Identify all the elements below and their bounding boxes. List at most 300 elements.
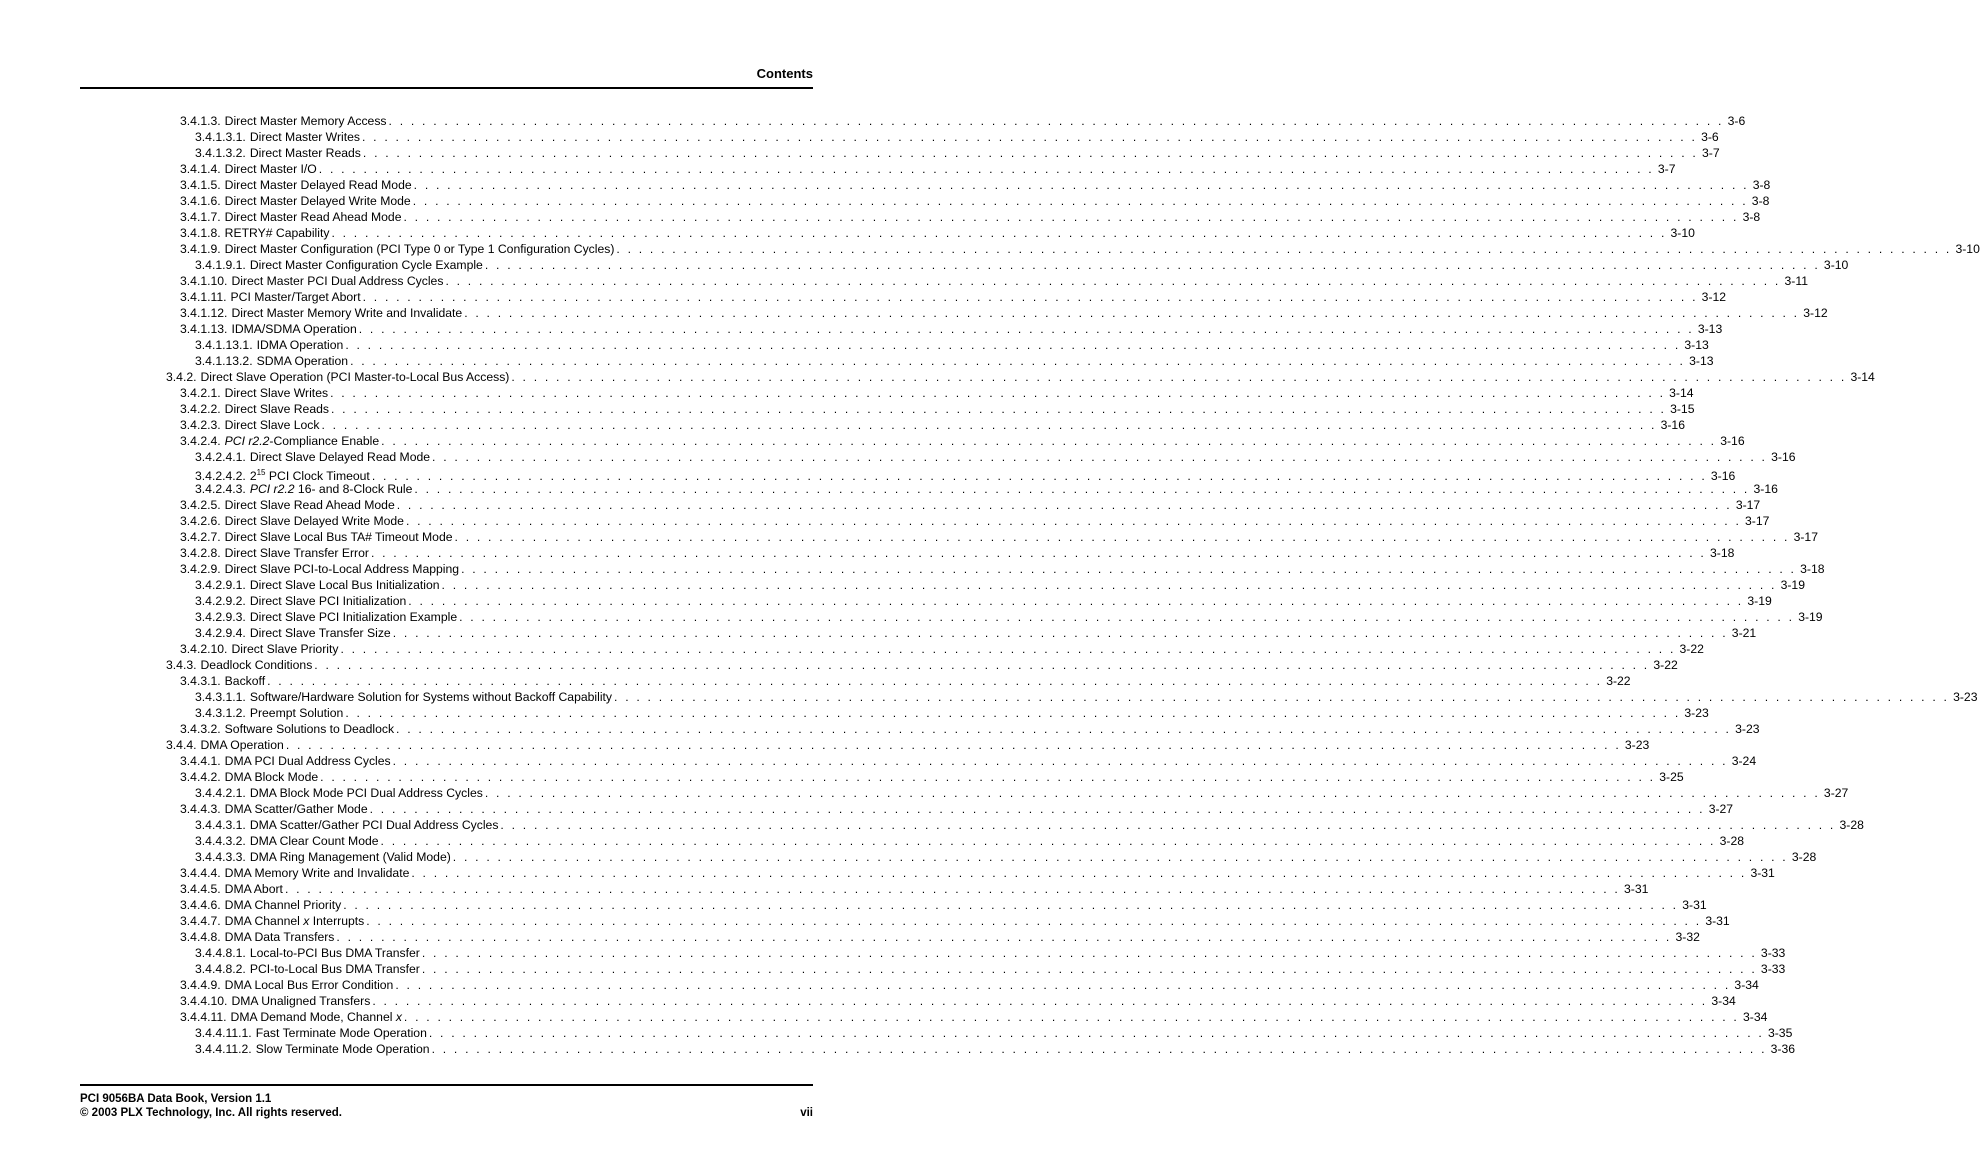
toc-entry-number: 3.4.4.10. xyxy=(180,994,228,1008)
toc-entry-leader-dots: . . . . . . . . . . . . . . . . . . . . . . . . . . . . . . . . . . . . . . . . . . . . . . . . . . . . . . . . . . . . . . . . . . . . . . . . . . . . . . . . . . . . . . . . . . . . . . . . . . . . . . . . . . . . . . . . . . . . . . . . xyxy=(358,322,1694,336)
toc-entry-title xyxy=(250,625,391,641)
toc-entry-title-text: DMA Channel Priority xyxy=(224,898,342,912)
toc-entry-title xyxy=(225,385,328,401)
toc-entry[interactable] xyxy=(180,417,1685,433)
toc-entry-title-italic: PCI r2.2 xyxy=(249,482,295,496)
toc-entry[interactable] xyxy=(180,721,1760,737)
toc-entry[interactable] xyxy=(180,545,1735,561)
toc-entry-page: 3-16 xyxy=(1660,418,1685,432)
toc-entry[interactable] xyxy=(195,1041,1796,1057)
toc-entry[interactable] xyxy=(195,705,1709,721)
toc-entry-leader-dots: . . . . . . . . . . . . . . . . . . . . . . . . . . . . . . . . . . . . . . . . . . . . . . . . . . . . . . . . . . . . . . . . . . . . . . . . . . . . . . . . . . . . . . . . . . . . . . . . . . . . . . . . . . . . . . . . . . . . . . . . xyxy=(441,578,1777,592)
toc-entry[interactable] xyxy=(195,945,1786,961)
toc-entry-page: 3-31 xyxy=(1682,898,1707,912)
toc-entry-number: 3.4.1.10. xyxy=(180,274,228,288)
toc-entry-title-text: Direct Slave Transfer Error xyxy=(224,546,369,560)
toc-entry-title xyxy=(225,513,404,529)
toc-entry[interactable] xyxy=(195,961,1786,977)
toc-entry-title xyxy=(231,321,356,337)
toc-entry-leader-dots: . . . . . . . . . . . . . . . . . . . . . . . . . . . . . . . . . . . . . . . . . . . . . . . . . . . . . . . . . . . . . . . . . . . . . . . . . . . . . . . . . . . . . . . . . . . . . . . . . . . . . . . . . . . . . . . . . . . . . . . . xyxy=(616,242,1952,256)
toc-entry-title xyxy=(250,817,499,833)
footer-page-number: vii xyxy=(800,1107,813,1119)
toc-entry-title xyxy=(225,161,317,177)
toc-entry[interactable] xyxy=(180,769,1684,785)
toc-entry-leader-dots: . . . . . . . . . . . . . . . . . . . . . . . . . . . . . . . . . . . . . . . . . . . . . . . . . . . . . . . . . . . . . . . . . . . . . . . . . . . . . . . . . . . . . . . . . . . . . . . . . . . . . . . . . . . . . . . . . . . . . . . . xyxy=(428,1026,1764,1040)
toc-entry-title xyxy=(201,369,510,385)
toc-entry[interactable] xyxy=(166,657,1678,673)
toc-entry-page: 3-10 xyxy=(1955,242,1980,256)
toc-entry[interactable] xyxy=(180,753,1757,769)
toc-entry-page: 3-28 xyxy=(1839,818,1864,832)
toc-entry[interactable] xyxy=(180,113,1746,129)
toc-entry-number: 3.4.1.13. xyxy=(180,322,228,336)
toc-entry-leader-dots: . . . . . . . . . . . . . . . . . . . . . . . . . . . . . . . . . . . . . . . . . . . . . . . . . . . . . . . . . . . . . . . . . . . . . . . . . . . . . . . . . . . . . . . . . . . . . . . . . . . . . . . . . . . . . . . . . . . . . . . . xyxy=(432,450,1768,464)
toc-entry[interactable] xyxy=(180,801,1734,817)
toc-entry-leader-dots: . . . . . . . . . . . . . . . . . . . . . . . . . . . . . . . . . . . . . . . . . . . . . . . . . . . . . . . . . . . . . . . . . . . . . . . . . . . . . . . . . . . . . . . . . . . . . . . . . . . . . . . . . . . . . . . . . . . . . . . . xyxy=(350,354,1686,368)
toc-entry-number: 3.4.4.11.1. xyxy=(195,1026,252,1040)
toc-entry[interactable] xyxy=(195,465,1736,484)
toc-entry-title-text: Backoff xyxy=(224,674,266,688)
toc-entry[interactable] xyxy=(180,897,1707,913)
toc-entry-title xyxy=(250,257,483,273)
toc-entry-page: 3-14 xyxy=(1850,370,1875,384)
toc-entry-number: 3.4.4.7. xyxy=(180,914,221,928)
toc-entry-title xyxy=(231,641,338,657)
toc-entry-leader-dots: . . . . . . . . . . . . . . . . . . . . . . . . . . . . . . . . . . . . . . . . . . . . . . . . . . . . . . . . . . . . . . . . . . . . . . . . . . . . . . . . . . . . . . . . . . . . . . . . . . . . . . . . . . . . . . . . . . . . . . . . xyxy=(372,994,1708,1008)
toc-entry-title xyxy=(225,801,368,817)
toc-entry-title-text: Direct Master I/O xyxy=(224,162,317,176)
toc-entry-title-text: DMA Unaligned Transfers xyxy=(231,994,371,1008)
toc-entry-title-text: DMA Memory Write and Invalidate xyxy=(224,866,410,880)
toc-entry-title xyxy=(225,881,283,897)
toc-entry-title-text: Direct Slave Transfer Size xyxy=(249,626,391,640)
toc-entry-leader-dots: . . . . . . . . . . . . . . . . . . . . . . . . . . . . . . . . . . . . . . . . . . . . . . . . . . . . . . . . . . . . . . . . . . . . . . . . . . . . . . . . . . . . . . . . . . . . . . . . . . . . . . . . . . . . . . . . . . . . . . . . xyxy=(343,898,1679,912)
toc-entry[interactable] xyxy=(180,881,1649,897)
toc-entry-number: 3.4.4.11. xyxy=(180,1010,227,1024)
toc-entry-page: 3-8 xyxy=(1752,178,1771,192)
toc-entry[interactable] xyxy=(166,737,1650,753)
toc-entry-title xyxy=(225,929,335,945)
toc-entry[interactable] xyxy=(180,1009,1768,1025)
toc-entry-page: 3-17 xyxy=(1745,514,1770,528)
toc-entry-title-text: RETRY# Capability xyxy=(224,226,330,240)
toc-entry-title xyxy=(250,833,379,849)
toc-entry-title-text: DMA Data Transfers xyxy=(224,930,335,944)
toc-entry[interactable] xyxy=(195,1025,1793,1041)
toc-entry-number: 3.4.4.8.2. xyxy=(195,962,246,976)
toc-entry-title-text: Slow Terminate Mode Operation xyxy=(255,1042,430,1056)
toc-entry-page: 3-15 xyxy=(1670,402,1695,416)
toc-entry-number: 3.4.4.8. xyxy=(180,930,221,944)
toc-entry-page: 3-27 xyxy=(1708,802,1734,816)
toc-entry-number: 3.4.2.7. xyxy=(180,530,221,544)
toc-entry-leader-dots: . . . . . . . . . . . . . . . . . . . . . . . . . . . . . . . . . . . . . . . . . . . . . . . . . . . . . . . . . . . . . . . . . . . . . . . . . . . . . . . . . . . . . . . . . . . . . . . . . . . . . . . . . . . . . . . . . . . . . . . . xyxy=(330,386,1666,400)
toc-entry-page: 3-22 xyxy=(1679,642,1704,656)
toc-entry-page: 3-25 xyxy=(1659,770,1684,784)
toc-entry-leader-dots: . . . . . . . . . . . . . . . . . . . . . . . . . . . . . . . . . . . . . . . . . . . . . . . . . . . . . . . . . . . . . . . . . . . . . . . . . . . . . . . . . . . . . . . . . . . . . . . . . . . . . . . . . . . . . . . . . . . . . . . . xyxy=(340,642,1676,656)
toc-entry-title-text: SDMA Operation xyxy=(256,354,349,368)
toc-entry-page: 3-23 xyxy=(1684,706,1709,720)
toc-entry-number: 3.4.2.8. xyxy=(180,546,221,560)
toc-entry-leader-dots: . . . . . . . . . . . . . . . . . . . . . . . . . . . . . . . . . . . . . . . . . . . . . . . . . . . . . . . . . . . . . . . . . . . . . . . . . . . . . . . . . . . . . . . . . . . . . . . . . . . . . . . . . . . . . . . . . . . . . . . . xyxy=(403,210,1739,224)
toc-entry-leader-dots: . . . . . . . . . . . . . . . . . . . . . . . . . . . . . . . . . . . . . . . . . . . . . . . . . . . . . . . . . . . . . . . . . . . . . . . . . . . . . . . . . . . . . . . . . . . . . . . . . . . . . . . . . . . . . . . . . . . . . . . . xyxy=(370,546,1707,560)
toc-entry-number: 3.4.4.2. xyxy=(180,770,221,784)
toc-entry-number: 3.4.1.12. xyxy=(180,306,228,320)
toc-entry-title-text: IDMA Operation xyxy=(256,338,344,352)
toc-entry-title xyxy=(256,1025,427,1041)
toc-entry-page: 3-13 xyxy=(1689,354,1714,368)
toc-entry[interactable] xyxy=(166,369,1875,385)
toc-entry[interactable] xyxy=(195,689,1978,705)
toc-entry[interactable] xyxy=(180,433,1745,449)
toc-entry-title xyxy=(250,481,413,497)
toc-entry-title xyxy=(225,673,265,689)
toc-entry-leader-dots: . . . . . . . . . . . . . . . . . . . . . . . . . . . . . . . . . . . . . . . . . . . . . . . . . . . . . . . . . . . . . . . . . . . . . . . . . . . . . . . . . . . . . . . . . . . . . . . . . . . . . . . . . . . . . . . . . . . . . . . . xyxy=(336,930,1672,944)
toc-entry-number: 3.4.4.9. xyxy=(180,978,221,992)
toc-entry-title-text: IDMA/SDMA Operation xyxy=(231,322,357,336)
toc-entry-leader-dots: . . . . . . . . . . . . . . . . . . . . . . . . . . . . . . . . . . . . . . . . . . . . . . . . . . . . . . . . . . . . . . . . . . . . . . . . . . . . . . . . . . . . . . . . . . . . . . . . . . . . . . . . . . . . . . . . . . . . . . . . xyxy=(320,770,1656,784)
toc-entry-number: 3.4.2.4.3. xyxy=(195,482,246,496)
toc-entry-leader-dots: . . . . . . . . . . . . . . . . . . . . . . . . . . . . . . . . . . . . . . . . . . . . . . . . . . . . . . . . . . . . . . . . . . . . . . . . . . . . . . . . . . . . . . . . . . . . . . . . . . . . . . . . . . . . . . . . . . . . . . . . xyxy=(284,882,1621,896)
toc-entry-title-text: Direct Master Delayed Read Mode xyxy=(224,178,412,192)
toc-entry-title-base: 2 xyxy=(249,469,257,484)
toc-entry-number: 3.4.2.4.2. xyxy=(195,469,246,484)
toc-entry-page: 3-33 xyxy=(1760,946,1786,960)
toc-entry-title xyxy=(231,273,443,289)
toc-entry-title xyxy=(256,1041,430,1057)
toc-entry-number: 3.4.3.1.1. xyxy=(195,690,246,704)
toc-entry-title-text: Direct Slave Local Bus TA# Timeout Mode xyxy=(224,530,453,544)
footer-copyright: © 2003 PLX Technology, Inc. All rights reserved. xyxy=(80,1107,342,1119)
toc-entry-page: 3-12 xyxy=(1701,290,1727,304)
toc-entry-page: 3-18 xyxy=(1710,546,1735,560)
toc-entry-leader-dots: . . . . . . . . . . . . . . . . . . . . . . . . . . . . . . . . . . . . . . . . . . . . . . . . . . . . . . . . . . . . . . . . . . . . . . . . . . . . . . . . . . . . . . . . . . . . . . . . . . . . . . . . . . . . . . . . . . . . . . . . xyxy=(431,1042,1767,1056)
toc-entry-title xyxy=(225,497,395,513)
toc-entry-title xyxy=(201,737,284,753)
page-header-title: Contents xyxy=(756,66,813,81)
toc-entry-number: 3.4.1.4. xyxy=(180,162,221,176)
toc-entry[interactable] xyxy=(180,497,1761,513)
toc-entry-title-text: PCI Clock Timeout xyxy=(265,469,370,484)
toc-entry-title-text: DMA Block Mode PCI Dual Address Cycles xyxy=(249,786,483,800)
toc-entry-title-text: DMA PCI Dual Address Cycles xyxy=(224,754,391,768)
toc-entry-title xyxy=(225,721,394,737)
toc-entry[interactable] xyxy=(180,385,1694,401)
toc-entry-title-text: Interrupts xyxy=(309,914,365,928)
toc-entry-number: 3.4.3.1. xyxy=(180,674,221,688)
toc-entry-leader-dots: . . . . . . . . . . . . . . . . . . . . . . . . . . . . . . . . . . . . . . . . . . . . . . . . . . . . . . . . . . . . . . . . . . . . . . . . . . . . . . . . . . . . . . . . . . . . . . . . . . . . . . . . . . . . . . . . . . . . . . . . xyxy=(396,498,1732,512)
toc-entry[interactable] xyxy=(195,449,1796,465)
toc-entry-page: 3-19 xyxy=(1798,610,1823,624)
toc-entry-page: 3-24 xyxy=(1731,754,1757,768)
toc-entry-leader-dots: . . . . . . . . . . . . . . . . . . . . . . . . . . . . . . . . . . . . . . . . . . . . . . . . . . . . . . . . . . . . . . . . . . . . . . . . . . . . . . . . . . . . . . . . . . . . . . . . . . . . . . . . . . . . . . . . . . . . . . . . xyxy=(484,786,1820,800)
toc-entry[interactable] xyxy=(180,321,1723,337)
toc-entry[interactable] xyxy=(180,673,1631,689)
toc-entry[interactable] xyxy=(180,193,1770,209)
toc-entry-title xyxy=(225,561,459,577)
toc-entry[interactable] xyxy=(195,625,1757,641)
toc-entry-page: 3-6 xyxy=(1727,114,1746,128)
toc-entry-title-text: 16- and 8-Clock Rule xyxy=(294,482,413,496)
toc-entry-number: 3.4.2.6. xyxy=(180,514,221,528)
toc-entry-leader-dots: . . . . . . . . . . . . . . . . . . . . . . . . . . . . . . . . . . . . . . . . . . . . . . . . . . . . . . . . . . . . . . . . . . . . . . . . . . . . . . . . . . . . . . . . . . . . . . . . . . . . . . . . . . . . . . . . . . . . . . . . xyxy=(421,946,1757,960)
toc-entry[interactable] xyxy=(180,209,1761,225)
toc-entry-number: 3.4.1.7. xyxy=(180,210,221,224)
toc-entry-title-text: Direct Master Memory Write and Invalidate xyxy=(231,306,463,320)
toc-entry-title xyxy=(250,689,612,705)
toc-entry-number: 3.4.4.3. xyxy=(180,802,221,816)
toc-entry-leader-dots: . . . . . . . . . . . . . . . . . . . . . . . . . . . . . . . . . . . . . . . . . . . . . . . . . . . . . . . . . . . . . . . . . . . . . . . . . . . . . . . . . . . . . . . . . . . . . . . . . . . . . . . . . . . . . . . . . . . . . . . . xyxy=(405,514,1742,528)
toc-entry[interactable] xyxy=(180,529,1818,545)
toc-entry-page: 3-12 xyxy=(1803,306,1828,320)
toc-entry-leader-dots: . . . . . . . . . . . . . . . . . . . . . . . . . . . . . . . . . . . . . . . . . . . . . . . . . . . . . . . . . . . . . . . . . . . . . . . . . . . . . . . . . . . . . . . . . . . . . . . . . . . . . . . . . . . . . . . . . . . . . . . . xyxy=(614,690,1950,704)
toc-entry-page: 3-22 xyxy=(1653,658,1678,672)
toc-entry-leader-dots: . . . . . . . . . . . . . . . . . . . . . . . . . . . . . . . . . . . . . . . . . . . . . . . . . . . . . . . . . . . . . . . . . . . . . . . . . . . . . . . . . . . . . . . . . . . . . . . . . . . . . . . . . . . . . . . . . . . . . . . . xyxy=(396,722,1732,736)
footer-rule xyxy=(80,1084,813,1086)
toc-entry[interactable] xyxy=(180,865,1775,881)
toc-entry[interactable] xyxy=(180,641,1704,657)
toc-entry-title-text: DMA Clear Count Mode xyxy=(249,834,379,848)
toc-entry[interactable] xyxy=(195,593,1772,609)
toc-entry-leader-dots: . . . . . . . . . . . . . . . . . . . . . . . . . . . . . . . . . . . . . . . . . . . . . . . . . . . . . . . . . . . . . . . . . . . . . . . . . . . . . . . . . . . . . . . . . . . . . . . . . . . . . . . . . . . . . . . . . . . . . . . . xyxy=(452,850,1788,864)
toc-entry-title xyxy=(250,785,483,801)
toc-entry-number: 3.4.1.9.1. xyxy=(195,258,246,272)
toc-entry-title xyxy=(225,177,412,193)
toc-entry-title-text: Direct Master PCI Dual Address Cycles xyxy=(231,274,444,288)
toc-entry-title xyxy=(225,769,318,785)
toc-entry-page: 3-35 xyxy=(1767,1026,1793,1040)
toc-entry-page: 3-23 xyxy=(1624,738,1650,752)
toc-entry-title xyxy=(250,945,420,961)
toc-entry[interactable] xyxy=(195,785,1849,801)
toc-entry-leader-dots: . . . . . . . . . . . . . . . . . . . . . . . . . . . . . . . . . . . . . . . . . . . . . . . . . . . . . . . . . . . . . . . . . . . . . . . . . . . . . . . . . . . . . . . . . . . . . . . . . . . . . . . . . . . . . . . . . . . . . . . . xyxy=(267,674,1603,688)
toc-entry-number: 3.4.2.3. xyxy=(180,418,221,432)
toc-entry-title xyxy=(225,401,329,417)
toc-entry[interactable] xyxy=(180,177,1771,193)
toc-entry-leader-dots: . . . . . . . . . . . . . . . . . . . . . . . . . . . . . . . . . . . . . . . . . . . . . . . . . . . . . . . . . . . . . . . . . . . . . . . . . . . . . . . . . . . . . . . . . . . . . . . . . . . . . . . . . . . . . . . . . . . . . . . . xyxy=(380,834,1716,848)
toc-entry-leader-dots: . . . . . . . . . . . . . . . . . . . . . . . . . . . . . . . . . . . . . . . . . . . . . . . . . . . . . . . . . . . . . . . . . . . . . . . . . . . . . . . . . . . . . . . . . . . . . . . . . . . . . . . . . . . . . . . . . . . . . . . . xyxy=(445,274,1781,288)
toc-entry-number: 3.4.3. xyxy=(166,658,197,672)
toc-entry-title-text: Direct Slave Delayed Write Mode xyxy=(224,514,404,528)
toc-entry-title-text: Direct Slave PCI-to-Local Address Mapping xyxy=(224,562,460,576)
toc-entry-number: 3.4.1.9. xyxy=(180,242,221,256)
toc-entry-number: 3.4.1.5. xyxy=(180,178,221,192)
toc-entry-title-text: DMA Channel xyxy=(224,914,304,928)
footer-book-title: PCI 9056BA Data Book, Version 1.1 xyxy=(80,1093,272,1105)
toc-entry[interactable] xyxy=(180,977,1759,993)
toc-entry-leader-dots: . . . . . . . . . . . . . . . . . . . . . . . . . . . . . . . . . . . . . . . . . . . . . . . . . . . . . . . . . . . . . . . . . . . . . . . . . . . . . . . . . . . . . . . . . . . . . . . . . . . . . . . . . . . . . . . . . . . . . . . . xyxy=(484,258,1820,272)
toc-entry-leader-dots: . . . . . . . . . . . . . . . . . . . . . . . . . . . . . . . . . . . . . . . . . . . . . . . . . . . . . . . . . . . . . . . . . . . . . . . . . . . . . . . . . . . . . . . . . . . . . . . . . . . . . . . . . . . . . . . . . . . . . . . . xyxy=(414,482,1750,496)
toc-entry-title-text: DMA Local Bus Error Condition xyxy=(224,978,394,992)
toc-entry-title xyxy=(231,1009,402,1025)
toc-entry[interactable] xyxy=(180,913,1730,929)
toc-entry-number: 3.4.1.11. xyxy=(180,290,227,304)
toc-entry-title-text: PCI-to-Local Bus DMA Transfer xyxy=(249,962,420,976)
toc-entry-title-text: DMA Demand Mode, Channel xyxy=(230,1010,396,1024)
toc-entry-title xyxy=(225,753,391,769)
toc-entry-page: 3-8 xyxy=(1742,210,1761,224)
toc-entry-page: 3-34 xyxy=(1711,994,1736,1008)
toc-entry-title xyxy=(225,545,369,561)
toc-entry-title xyxy=(225,977,394,993)
toc-entry-title xyxy=(231,305,462,321)
toc-entry[interactable] xyxy=(180,993,1736,1009)
toc-entry-page: 3-18 xyxy=(1800,562,1825,576)
toc-entry-number: 3.4.4.5. xyxy=(180,882,221,896)
toc-entry-number: 3.4.2.9.4. xyxy=(195,626,246,640)
toc-entry-leader-dots: . . . . . . . . . . . . . . . . . . . . . . . . . . . . . . . . . . . . . . . . . . . . . . . . . . . . . . . . . . . . . . . . . . . . . . . . . . . . . . . . . . . . . . . . . . . . . . . . . . . . . . . . . . . . . . . . . . . . . . . . xyxy=(413,178,1749,192)
toc-entry-title xyxy=(225,897,342,913)
toc-entry-title xyxy=(225,241,615,257)
toc-entry[interactable] xyxy=(180,929,1700,945)
toc-entry-number: 3.4.1.3.2. xyxy=(195,146,246,160)
toc-entry[interactable] xyxy=(180,241,1980,257)
toc-entry-title xyxy=(225,865,410,881)
toc-entry[interactable] xyxy=(195,817,1864,833)
toc-entry-page: 3-7 xyxy=(1701,146,1720,160)
toc-entry-page: 3-31 xyxy=(1750,866,1775,880)
toc-entry-number: 3.4.2.4. xyxy=(180,434,221,448)
toc-entry-page: 3-33 xyxy=(1760,962,1786,976)
toc-entry-title-text: DMA Abort xyxy=(224,882,283,896)
toc-entry-title xyxy=(257,337,344,353)
toc-entry-page: 3-19 xyxy=(1780,578,1805,592)
toc-entry-page: 3-17 xyxy=(1793,530,1818,544)
toc-entry-number: 3.4.4.1. xyxy=(180,754,221,768)
toc-entry-leader-dots: . . . . . . . . . . . . . . . . . . . . . . . . . . . . . . . . . . . . . . . . . . . . . . . . . . . . . . . . . . . . . . . . . . . . . . . . . . . . . . . . . . . . . . . . . . . . . . . . . . . . . . . . . . . . . . . . . . . . . . . . xyxy=(361,130,1698,144)
toc-entry-number: 3.4.1.13.1. xyxy=(195,338,253,352)
toc-entry-leader-dots: . . . . . . . . . . . . . . . . . . . . . . . . . . . . . . . . . . . . . . . . . . . . . . . . . . . . . . . . . . . . . . . . . . . . . . . . . . . . . . . . . . . . . . . . . . . . . . . . . . . . . . . . . . . . . . . . . . . . . . . . xyxy=(285,738,1621,752)
toc-entry-title-text: Direct Slave Writes xyxy=(224,386,329,400)
toc-entry[interactable] xyxy=(180,513,1770,529)
toc-entry-page: 3-8 xyxy=(1751,194,1770,208)
toc-entry-number: 3.4.4.3.3. xyxy=(195,850,246,864)
toc-entry-leader-dots: . . . . . . . . . . . . . . . . . . . . . . . . . . . . . . . . . . . . . . . . . . . . . . . . . . . . . . . . . . . . . . . . . . . . . . . . . . . . . . . . . . . . . . . . . . . . . . . . . . . . . . . . . . . . . . . . . . . . . . . . xyxy=(314,658,1650,672)
toc-entry[interactable] xyxy=(180,561,1825,577)
toc-entry-title-text: DMA Operation xyxy=(200,738,284,752)
toc-entry-page: 3-34 xyxy=(1743,1010,1768,1024)
toc-entry[interactable] xyxy=(195,849,1817,865)
toc-entry-page: 3-16 xyxy=(1710,469,1736,484)
toc-entry-number: 3.4.4.2.1. xyxy=(195,786,246,800)
toc-entry-page: 3-28 xyxy=(1791,850,1817,864)
toc-entry-title-text: Direct Slave PCI Initialization Example xyxy=(249,610,458,624)
toc-entry-page: 3-21 xyxy=(1731,626,1757,640)
toc-entry-page: 3-6 xyxy=(1701,130,1719,144)
toc-entry[interactable] xyxy=(195,577,1805,593)
toc-entry-leader-dots: . . . . . . . . . . . . . . . . . . . . . . . . . . . . . . . . . . . . . . . . . . . . . . . . . . . . . . . . . . . . . . . . . . . . . . . . . . . . . . . . . . . . . . . . . . . . . . . . . . . . . . . . . . . . . . . . . . . . . . . . xyxy=(321,418,1657,432)
toc-entry-leader-dots: . . . . . . . . . . . . . . . . . . . . . . . . . . . . . . . . . . . . . . . . . . . . . . . . . . . . . . . . . . . . . . . . . . . . . . . . . . . . . . . . . . . . . . . . . . . . . . . . . . . . . . . . . . . . . . . . . . . . . . . . xyxy=(362,146,1698,160)
toc-entry-title-text: Direct Slave Operation (PCI Master-to-Local Bus Access) xyxy=(200,370,510,384)
toc-entry-title-text: DMA Block Mode xyxy=(224,770,319,784)
toc-entry[interactable] xyxy=(195,145,1720,161)
toc-entry-title-text: DMA Scatter/Gather Mode xyxy=(224,802,368,816)
toc-entry-page: 3-13 xyxy=(1697,322,1723,336)
toc-entry[interactable] xyxy=(180,273,1809,289)
toc-entry[interactable] xyxy=(180,401,1695,417)
toc-entry[interactable] xyxy=(195,353,1714,369)
toc-entry[interactable] xyxy=(195,609,1823,625)
toc-entry-page: 3-16 xyxy=(1771,450,1796,464)
toc-entry-page: 3-28 xyxy=(1719,834,1745,848)
toc-entry-title xyxy=(225,417,320,433)
toc-entry[interactable] xyxy=(195,129,1719,145)
toc-entry[interactable] xyxy=(195,833,1745,849)
toc-entry-title-text: Direct Slave Reads xyxy=(224,402,329,416)
toc-entry-title-text: Direct Slave Priority xyxy=(231,642,339,656)
header-rule xyxy=(80,87,813,89)
toc-entry-page: 3-17 xyxy=(1735,498,1761,512)
toc-entry-title-text: Direct Slave Lock xyxy=(224,418,320,432)
toc-entry-leader-dots: . . . . . . . . . . . . . . . . . . . . . . . . . . . . . . . . . . . . . . . . . . . . . . . . . . . . . . . . . . . . . . . . . . . . . . . . . . . . . . . . . . . . . . . . . . . . . . . . . . . . . . . . . . . . . . . . . . . . . . . . xyxy=(464,306,1800,320)
toc-entry-number: 3.4.2.9.1. xyxy=(195,578,246,592)
toc-entry-page: 3-11 xyxy=(1784,274,1809,288)
toc-entry-title xyxy=(231,993,370,1009)
toc-entry-title xyxy=(250,577,440,593)
toc-entry-number: 3.4.2.9.2. xyxy=(195,594,246,608)
toc-entry-leader-dots: . . . . . . . . . . . . . . . . . . . . . . . . . . . . . . . . . . . . . . . . . . . . . . . . . . . . . . . . . . . . . . . . . . . . . . . . . . . . . . . . . . . . . . . . . . . . . . . . . . . . . . . . . . . . . . . . . . . . . . . . xyxy=(366,914,1702,928)
toc-entry[interactable] xyxy=(180,161,1676,177)
toc-entry-leader-dots: . . . . . . . . . . . . . . . . . . . . . . . . . . . . . . . . . . . . . . . . . . . . . . . . . . . . . . . . . . . . . . . . . . . . . . . . . . . . . . . . . . . . . . . . . . . . . . . . . . . . . . . . . . . . . . . . . . . . . . . . xyxy=(392,754,1728,768)
toc-entry-page: 3-31 xyxy=(1624,882,1649,896)
toc-entry-number: 3.4.2. xyxy=(166,370,197,384)
toc-entry-title xyxy=(250,449,430,465)
toc-entry[interactable] xyxy=(195,337,1709,353)
toc-entry-page: 3-31 xyxy=(1705,914,1730,928)
toc-entry-title xyxy=(225,225,330,241)
toc-entry-number: 3.4.2.1. xyxy=(180,386,221,400)
toc-entry-title-italic: x xyxy=(395,1010,402,1024)
toc-entry-title-text: Fast Terminate Mode Operation xyxy=(255,1026,427,1040)
toc-entry-number: 3.4.2.10. xyxy=(180,642,228,656)
toc-entry-title xyxy=(225,193,411,209)
toc-entry-number: 3.4.4.4. xyxy=(180,866,221,880)
toc-entry-title-text: DMA Ring Management (Valid Mode) xyxy=(249,850,451,864)
toc-entry-title-text: Direct Slave PCI Initialization xyxy=(249,594,407,608)
toc-entry-title xyxy=(257,353,348,369)
toc-entry[interactable] xyxy=(180,225,1695,241)
toc-entry-number: 3.4.4.11.2. xyxy=(195,1042,252,1056)
toc-entry-title-text: Software/Hardware Solution for Systems without Backoff Capability xyxy=(249,690,613,704)
toc-entry-page: 3-13 xyxy=(1684,338,1709,352)
toc-entry-title-text: Software Solutions to Deadlock xyxy=(224,722,395,736)
toc-entry-page: 3-16 xyxy=(1753,482,1778,496)
toc-entry-title-text: Deadlock Conditions xyxy=(200,658,313,672)
toc-entry-title-superscript: 15 xyxy=(256,468,266,477)
toc-entry-title xyxy=(201,657,313,673)
toc-entry-leader-dots: . . . . . . . . . . . . . . . . . . . . . . . . . . . . . . . . . . . . . . . . . . . . . . . . . . . . . . . . . . . . . . . . . . . . . . . . . . . . . . . . . . . . . . . . . . . . . . . . . . . . . . . . . . . . . . . . . . . . . . . . xyxy=(411,866,1747,880)
toc-entry-title xyxy=(250,705,344,721)
toc-entry[interactable] xyxy=(195,481,1778,497)
toc-entry-number: 3.4.1.3. xyxy=(180,114,221,128)
toc-entry[interactable] xyxy=(180,289,1727,305)
toc-entry-page: 3-32 xyxy=(1675,930,1700,944)
toc-entry[interactable] xyxy=(195,257,1849,273)
toc-entry-title-text: Direct Slave Read Ahead Mode xyxy=(224,498,395,512)
toc-entry-leader-dots: . . . . . . . . . . . . . . . . . . . . . . . . . . . . . . . . . . . . . . . . . . . . . . . . . . . . . . . . . . . . . . . . . . . . . . . . . . . . . . . . . . . . . . . . . . . . . . . . . . . . . . . . . . . . . . . . . . . . . . . . xyxy=(454,530,1790,544)
toc-entry-number: 3.4.2.9.3. xyxy=(195,610,246,624)
toc-entry-title-italic: x xyxy=(303,914,310,928)
toc-entry-title xyxy=(250,145,361,161)
toc-entry[interactable] xyxy=(180,305,1828,321)
toc-entry-title-text: PCI Master/Target Abort xyxy=(230,290,361,304)
toc-entry-page: 3-10 xyxy=(1670,226,1695,240)
toc-entry-title xyxy=(225,913,365,929)
toc-entry-leader-dots: . . . . . . . . . . . . . . . . . . . . . . . . . . . . . . . . . . . . . . . . . . . . . . . . . . . . . . . . . . . . . . . . . . . . . . . . . . . . . . . . . . . . . . . . . . . . . . . . . . . . . . . . . . . . . . . . . . . . . . . . xyxy=(331,226,1667,240)
toc-entry-number: 3.4.2.4.1. xyxy=(195,450,246,464)
toc-entry-leader-dots: . . . . . . . . . . . . . . . . . . . . . . . . . . . . . . . . . . . . . . . . . . . . . . . . . . . . . . . . . . . . . . . . . . . . . . . . . . . . . . . . . . . . . . . . . . . . . . . . . . . . . . . . . . . . . . . . . . . . . . . . xyxy=(500,818,1836,832)
toc-entry-leader-dots: . . . . . . . . . . . . . . . . . . . . . . . . . . . . . . . . . . . . . . . . . . . . . . . . . . . . . . . . . . . . . . . . . . . . . . . . . . . . . . . . . . . . . . . . . . . . . . . . . . . . . . . . . . . . . . . . . . . . . . . . xyxy=(369,802,1705,816)
